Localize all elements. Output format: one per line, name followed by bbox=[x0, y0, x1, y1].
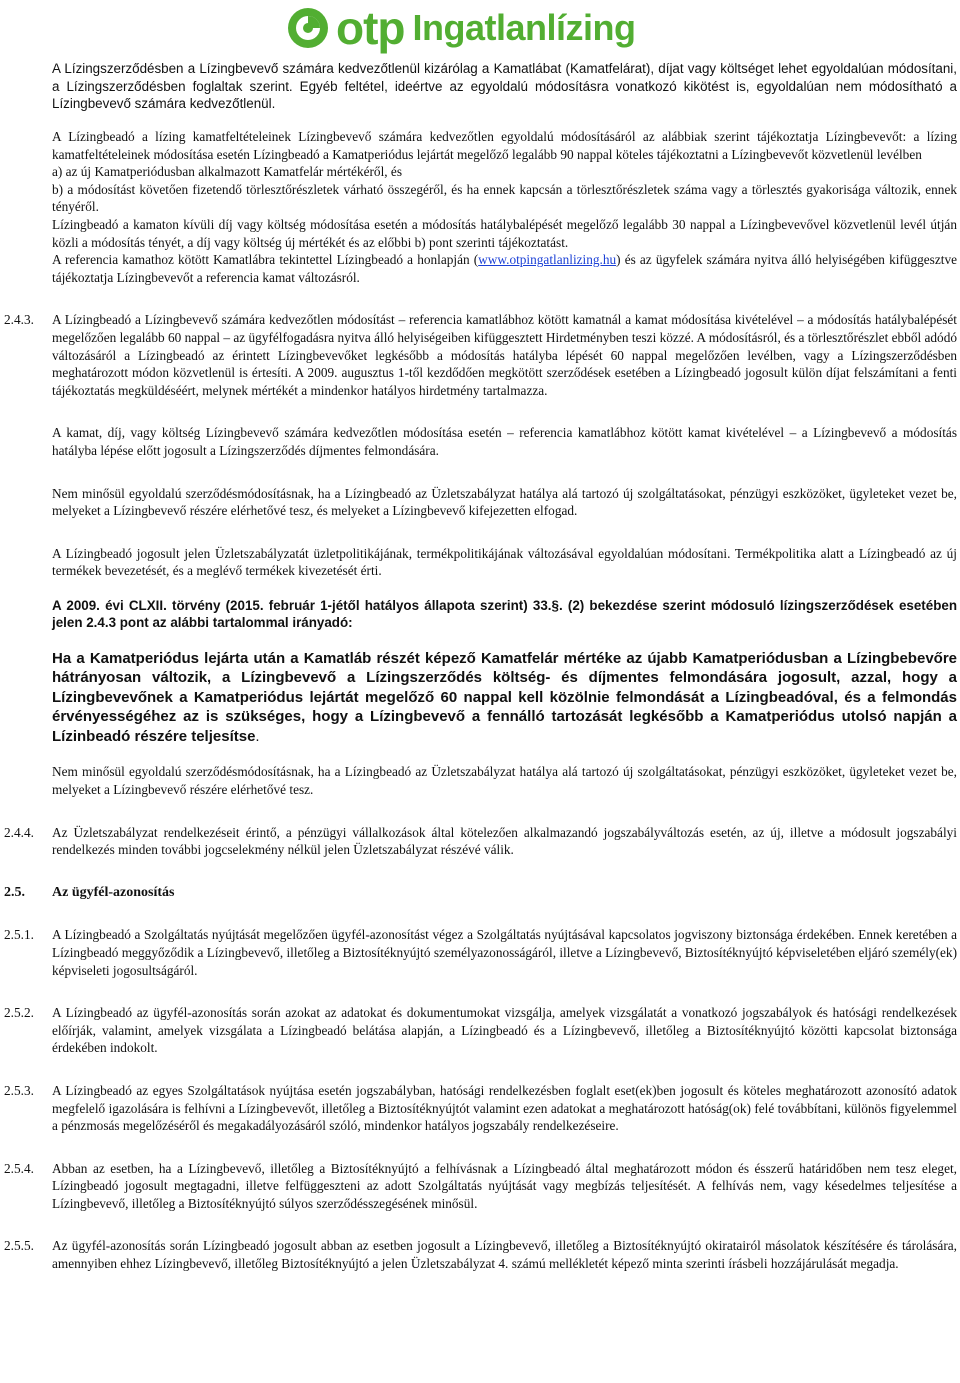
block1-item-b: b) a módosítást követően fizetendő törlesztőrészletek várható összegéről, és ha ennek kapcsán a törlesztőrészletek száma vagy a törlesztés gyakorisága változik, ennek tényéről. bbox=[52, 181, 957, 215]
website-link[interactable]: www.otpingatlanlizing.hu bbox=[478, 252, 617, 268]
s243-paragraph-3: Nem minősül egyoldalú szerződésmódosításnak, ha a Lízingbeadó az Üzletszabályzat hatálya alá tartozó új szolgáltatásokat, pénzügyi eszközöket, ügyleteket vezet be, melyeket a Lízingbevevő részére elérhetővé tesz, és melyeket a Lízingbevevő kifejezetten elfogad. bbox=[52, 485, 957, 519]
otp-swirl-icon bbox=[286, 6, 330, 50]
section-number: 2.5.4. bbox=[4, 1160, 34, 1176]
logo-product-text: Ingatlanlízing bbox=[412, 7, 636, 48]
block1-p3-after: ) és az ügyfelek számára nyitva álló helyiségében kifüggesztve tájékoztatja Lízingbevevőt a referencia kamat változásról. bbox=[52, 252, 958, 285]
s244-text: Az Üzletszabályzat rendelkezéseit érintő, a pénzügyi vállalkozások által kötelezően alkalmazandó jogszabályváltozás esetén, az új, illetve a módosult jogszabályi rendelkezés minden további jogcselekmény nélkül jelen Üzletszabályzat részévé válik. bbox=[52, 824, 957, 858]
section-2-4-3 bbox=[4, 311, 957, 399]
section-2-4-4 bbox=[4, 824, 957, 859]
law-paragraph bbox=[52, 649, 957, 747]
intro-paragraph bbox=[52, 60, 957, 113]
otp-logo bbox=[286, 2, 686, 54]
s254-text: Abban az esetben, ha a Lízingbevevő, illetőleg a Biztosítéknyújtó a felhívásnak a Lízingbeadó által meghatározott módon és ésszerű határidőben nem tesz eleget, Lízingbeadó jogosult megtagadni, illetve felfüggeszteni az adott Szolgáltatás nyújtását vagy megbízás teljesítését. A felhívás nem, vagy késedelmes teljesítése a Lízingbevevő, illetőleg a Biztosítéknyújtó súlyos szerződésszegésének minősül. bbox=[52, 1160, 957, 1211]
section-2-5-4 bbox=[4, 1160, 957, 1213]
logo-brand-text: otp bbox=[336, 2, 405, 54]
section-2-5-1 bbox=[4, 926, 958, 979]
intro-text: A Lízingszerződésben a Lízingbevevő számára kedvezőtlenül kizárólag a Kamatlábat (Kamatfelárat), díjat vagy költséget lehet egyoldalúan módosítani, a Lízingszerződésben foglaltak szerint. Egyéb feltétel, ideértve az egyoldalú módosításra vonatkozó kikötést is, egyoldalúan nem módosítható a Lízingbevevő számára kedvezőtlenül. bbox=[52, 61, 957, 111]
law-bold-text: Ha a Kamatperiódus lejárta után a Kamatláb részét képező Kamatfelár mértéke az újabb Kamatperiódusban a Lízingbebevőre hátrányosan változik, a Lízingbevevő a Lízingszerződés költség- és díjmentes felmondására jogosult, azzal, hogy a Lízingbevevőnek a Kamatperiódus lejártát megelőző 60 nappal kell közölnie felmondását a Lízingbeadóval, és a felmondás érvényességéhez az is szükséges, hogy a Lízingbevevő a fennálló tartozását legkésőbb a Kamatperiódus utolsó napján a Lízinbeadó részére teljesítse bbox=[52, 649, 957, 745]
section-2-5-2 bbox=[4, 1004, 957, 1057]
s253-text: A Lízingbeadó az egyes Szolgáltatások nyújtása esetén jogszabályban, hatósági rendelkezésben foglalt eset(ek)ben jogosult és köteles meghatározott azonosító adatok megfelelő igazolására is felhívni a Lízingbevevőt, illetőleg a Biztosítéknyújtót valamint ezen adatokat a meghatározott hatóság(ok) felé továbbítani, különös figyelemmel a pénzmosás megelőzéséről és megakadályozásáról szóló, mindenkor hatályos jogszabály rendelkezéseire. bbox=[52, 1082, 957, 1134]
block1-item-a: a) az új Kamatperiódusban alkalmazott Kamatfelár mértékéről, és bbox=[52, 164, 402, 180]
block1-p3-before: A referencia kamathoz kötött Kamatlábra tekintettel Lízingbeadó a honlapján ( bbox=[52, 252, 479, 268]
section-number: 2.4.4. bbox=[4, 824, 34, 840]
section-number: 2.4.3. bbox=[4, 312, 34, 328]
section-2-5-3 bbox=[4, 1082, 957, 1135]
section-title: Az ügyfél-azonosítás bbox=[52, 884, 175, 900]
document-body bbox=[4, 128, 958, 1273]
s243-paragraph-1: A Lízingbeadó a Lízingbevevő számára kedvezőtlen módosítást – referencia kamatlábhoz kötött kamatnál a kamat módosítása kivételével – a módosítás hatálybalépését megelőzően legalább 60 nappal – az ügyfélfogadásra nyitva álló helyiségeiben kifüggesztett Hirdetményben teszi közzé. A módosításról, és a törlesztőrészlet ebből adódó változásáról a Lízingbeadó az érintett Lízingbevevőket legkésőbb a módosítás hatályba lépését 60 nappal megelőzően levélben, vagy a Lízingszerződésben meghatározott módon közvetlenül is értesíti. A 2009. augusztus 1-től kezdődően megkötött szerződések esetében a Lízingbeadó jogosult külön díjat felszámítani a fenti tájékoztatás megküldéséért, melynek mértékét a mindenkor hatályos hirdetmény tartalmazza. bbox=[52, 312, 957, 398]
section-2-5-5 bbox=[4, 1237, 957, 1272]
section-number: 2.5.2. bbox=[4, 1005, 34, 1021]
law-heading: A 2009. évi CLXII. törvény (2015. február 1-jétől hatályos állapota szerint) 33.§. (2) bekezdése szerint módosuló lízingszerződések esetében jelen 2.4.3 pont az alábbi tartalommal irányadó: bbox=[52, 597, 957, 631]
law-end: . bbox=[255, 727, 260, 745]
s255-text: Az ügyfél-azonosítás során Lízingbeadó jogosult abban az esetben jogosult a Lízingbevevő, illetőleg a Biztosítéknyújtó okiratairól másolatok készítésére és tárolására, amennyiben ehhez Lízingbevevő, illetőleg Biztosítéknyújtó a jelen Üzletszabályzat 4. számú mellékletét képező minta szerinti írásbeli hozzájárulását megadja. bbox=[52, 1238, 957, 1272]
section-number: 2.5. bbox=[4, 884, 25, 900]
s251-text: A Lízingbeadó a Szolgáltatás nyújtását megelőzően ügyfél-azonosítást végez a Szolgáltatás nyújtásával kapcsolatos jogviszony biztonsága érdekében. Ennek keretében a Lízingbeadó meggyőződik a Lízingbevevő, illetőleg a Biztosítéknyújtó személyazonosságáról, illetve a Lízingbevevő, Biztosítéknyújtó képviseletében eljáró személy(ek) képviseleti jogosultságáról. bbox=[52, 927, 958, 978]
section-number: 2.5.1. bbox=[4, 927, 34, 943]
section-2-5 bbox=[4, 884, 957, 902]
s243-paragraph-4: A Lízingbeadó jogosult jelen Üzletszabályzatát üzletpolitikájának, termékpolitikájának változásával egyoldalúan módosítani. Termékpolitika alatt a Lízingbeadó az új termékek bevezetését, és a meglévő termékek kivezetését érti. bbox=[52, 545, 957, 579]
section-number: 2.5.3. bbox=[4, 1082, 34, 1098]
s243-paragraph-2: A kamat, díj, vagy költség Lízingbevevő számára kedvezőtlen módosítása esetén – referencia kamatlábhoz kötött kamat kivételével – a Lízingbevevő a módosítás hatályba lépése előtt jogosult a Lízingszerződés díjmentes felmondására. bbox=[52, 425, 957, 458]
s252-text: A Lízingbeadó az ügyfél-azonosítás során azokat az adatokat és dokumentumokat vizsgálja, amelyek vizsgálatát a vonatkozó jogszabályok és hatósági rendelkezések előírják, valamint, amelyek vizsgálata a Lízingbeadó belátása alapján, a Lízingbeadó és a Lízingbevevő, illetőleg a Biztosítéknyújtó közötti kapcsolat biztonsága érdekében indokolt. bbox=[52, 1005, 957, 1056]
block1-paragraph-2: Lízingbeadó a kamaton kívüli díj vagy költség módosítása esetén a módosítás hatálybalépését megelőző legalább 30 nappal a Lízingbevevővel közvetlenül levél útján közli a módosítás tényét, a díj vagy költség új mértékét és az előbbi b) pont szerinti tájékoztatást. bbox=[52, 216, 957, 250]
block1-paragraph-1: A Lízingbeadó a lízing kamatfeltételeinek Lízingbevevő számára kedvezőtlen egyoldalú módosításáról az alábbiak szerint tájékoztatja Lízingbevevőt: a lízing kamatfeltételeinek módosítása esetén Lízingbeadó a Kamatperiódus lejártát megelőző legalább 90 nappal köteles tájékoztatni a Lízingbevevőt közvetlenül levélben bbox=[52, 129, 957, 162]
section-number: 2.5.5. bbox=[4, 1238, 34, 1254]
block1-paragraph-3 bbox=[52, 251, 957, 286]
s243-paragraph-5: Nem minősül egyoldalú szerződésmódosításnak, ha a Lízingbeadó az Üzletszabályzat hatálya alá tartozó új szolgáltatásokat, pénzügyi eszközöket, ügyleteket vezet be, melyeket a Lízingbevevő részére elérhetővé tesz. bbox=[52, 764, 957, 797]
